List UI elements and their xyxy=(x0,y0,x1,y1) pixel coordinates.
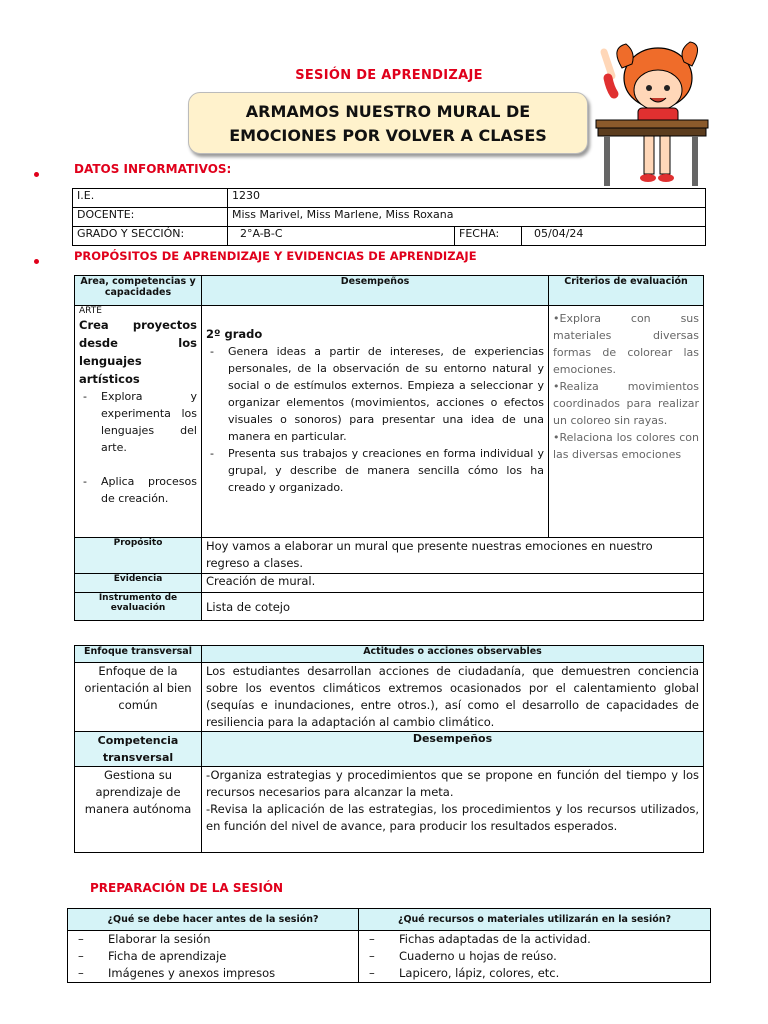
recurso-item: – Cuaderno u hojas de reúso. xyxy=(399,948,706,965)
col-area-header: Área, competencias y capacidades xyxy=(75,276,202,306)
recursos-header: ¿Qué recursos o materiales utilizarán en la sesión? xyxy=(359,909,711,931)
col-criterios-header: Criterios de evaluación xyxy=(549,276,704,306)
competencia-desempenos xyxy=(202,767,704,853)
docente-value: Miss Marivel, Miss Marlene, Miss Roxana xyxy=(228,208,706,227)
recursos-cell xyxy=(359,931,711,983)
lesson-title-box xyxy=(188,92,588,154)
evidencia-label: Evidencia xyxy=(75,574,202,593)
preparacion-heading: PREPARACIÓN DE LA SESIÓN xyxy=(90,881,284,895)
instrumento-label: Instrumento de evaluación xyxy=(75,593,202,621)
area-cell xyxy=(75,306,202,538)
evidencia-value: Creación de mural. xyxy=(202,574,704,593)
proposito-value: Hoy vamos a elaborar un mural que presente nuestras emociones en nuestro regreso a clases. xyxy=(202,538,704,574)
capacidad-item: - Aplica procesos de creación. xyxy=(101,473,197,507)
recursos-list xyxy=(363,931,706,982)
docente-label: DOCENTE: xyxy=(73,208,228,227)
session-title: SESIÓN DE APRENDIZAJE xyxy=(295,68,483,83)
propositos-table xyxy=(74,275,704,621)
preparacion-table xyxy=(67,908,711,983)
datos-heading: DATOS INFORMATIVOS: xyxy=(74,162,232,176)
antes-list xyxy=(72,931,354,982)
recurso-item: – Lapicero, lápiz, colores, etc. xyxy=(399,965,706,982)
proposito-label: Propósito xyxy=(75,538,202,574)
grado-value: 2°A-B-C xyxy=(228,227,455,246)
fecha-label: FECHA: xyxy=(455,227,522,246)
lesson-title-line-1: ARMAMOS NUESTRO MURAL DE xyxy=(245,102,531,121)
col-desempenos-header: Desempeños xyxy=(202,276,549,306)
capacidad-item: - Explora y experimenta los lenguajes del arte. xyxy=(101,388,197,456)
enfoque-table xyxy=(74,645,704,853)
competencia: Crea proyectos desde los lenguajes artísticos xyxy=(79,318,197,386)
antes-cell xyxy=(68,931,359,983)
datos-table xyxy=(72,188,706,246)
grado-label: GRADO Y SECCIÓN: xyxy=(73,227,228,246)
antes-item: – Imágenes y anexos impresos xyxy=(108,965,354,982)
lesson-title-line-2: EMOCIONES POR VOLVER A CLASES xyxy=(229,126,547,145)
desempenos-cell xyxy=(202,306,549,538)
criterio-item: •Explora con sus materiales diversas formas de colorear las emociones. xyxy=(553,312,699,376)
actitudes-value: Los estudiantes desarrollan acciones de ciudadanía, que demuestren conciencia sobre los eventos climáticos extremos ocasionados por el calentamiento global (sequías e inundaciones, entre otros.), así como el desarrollo de capacidades de resiliencia para la adaptación al cambio climático. xyxy=(202,663,704,732)
desempenos-list xyxy=(206,343,544,496)
grado-title: 2º grado xyxy=(206,327,263,341)
antes-header: ¿Qué se debe hacer antes de la sesión? xyxy=(68,909,359,931)
capacidades-list xyxy=(79,388,197,507)
desempeno-item: - Presenta sus trabajos y creaciones en forma individual y grupal, y describe de manera sencilla cómo los ha creado y organizado. xyxy=(228,445,544,496)
ie-label: I.E. xyxy=(73,189,228,208)
bullet-dot xyxy=(34,172,39,177)
recurso-item: – Fichas adaptadas de la actividad. xyxy=(399,931,706,948)
antes-item: – Elaborar la sesión xyxy=(108,931,354,948)
antes-item: – Ficha de aprendizaje xyxy=(108,948,354,965)
instrumento-value: Lista de cotejo xyxy=(202,593,704,621)
enfoque-name: Enfoque de la orientación al bien común xyxy=(75,663,202,732)
girl-at-desk-illustration xyxy=(592,38,710,188)
bullet-dot xyxy=(34,259,39,264)
desempenos-label: Desempeños xyxy=(202,732,704,767)
actitudes-header: Actitudes o acciones observables xyxy=(202,646,704,663)
criterio-item: •Realiza movimientos coordinados para realizar un coloreo sin rayas. xyxy=(553,380,699,427)
enfoque-header: Enfoque transversal xyxy=(75,646,202,663)
criterio-item: •Relaciona los colores con las diversas emociones xyxy=(553,431,699,461)
criterios-cell xyxy=(549,306,704,538)
desempeno-line: -Revisa la aplicación de las estrategias, los procedimientos y los recursos utilizados, en función del nivel de avance, para producir los resultados esperados. xyxy=(206,802,699,833)
fecha-value: 05/04/24 xyxy=(522,227,706,246)
competencia-transversal-label: Competencia transversal xyxy=(75,732,202,767)
competencia-transversal-name: Gestiona su aprendizaje de manera autónoma xyxy=(75,767,202,853)
desempeno-item: - Genera ideas a partir de intereses, de experiencias personales, de la observación de su entorno natural y social o de estímulos externos. Empieza a seleccionar y organizar elementos (movimientos, acciones o efectos visuales o sonoros) para presentar una idea de una manera en particular. xyxy=(228,343,544,445)
ie-value: 1230 xyxy=(228,189,706,208)
propositos-heading: PROPÓSITOS DE APRENDIZAJE Y EVIDENCIAS DE APRENDIZAJE xyxy=(74,249,477,263)
area-name: ARTE xyxy=(79,306,102,316)
desempeno-line: -Organiza estrategias y procedimientos que se propone en función del tiempo y los recursos necesarios para alcanzar la meta. xyxy=(206,768,699,799)
